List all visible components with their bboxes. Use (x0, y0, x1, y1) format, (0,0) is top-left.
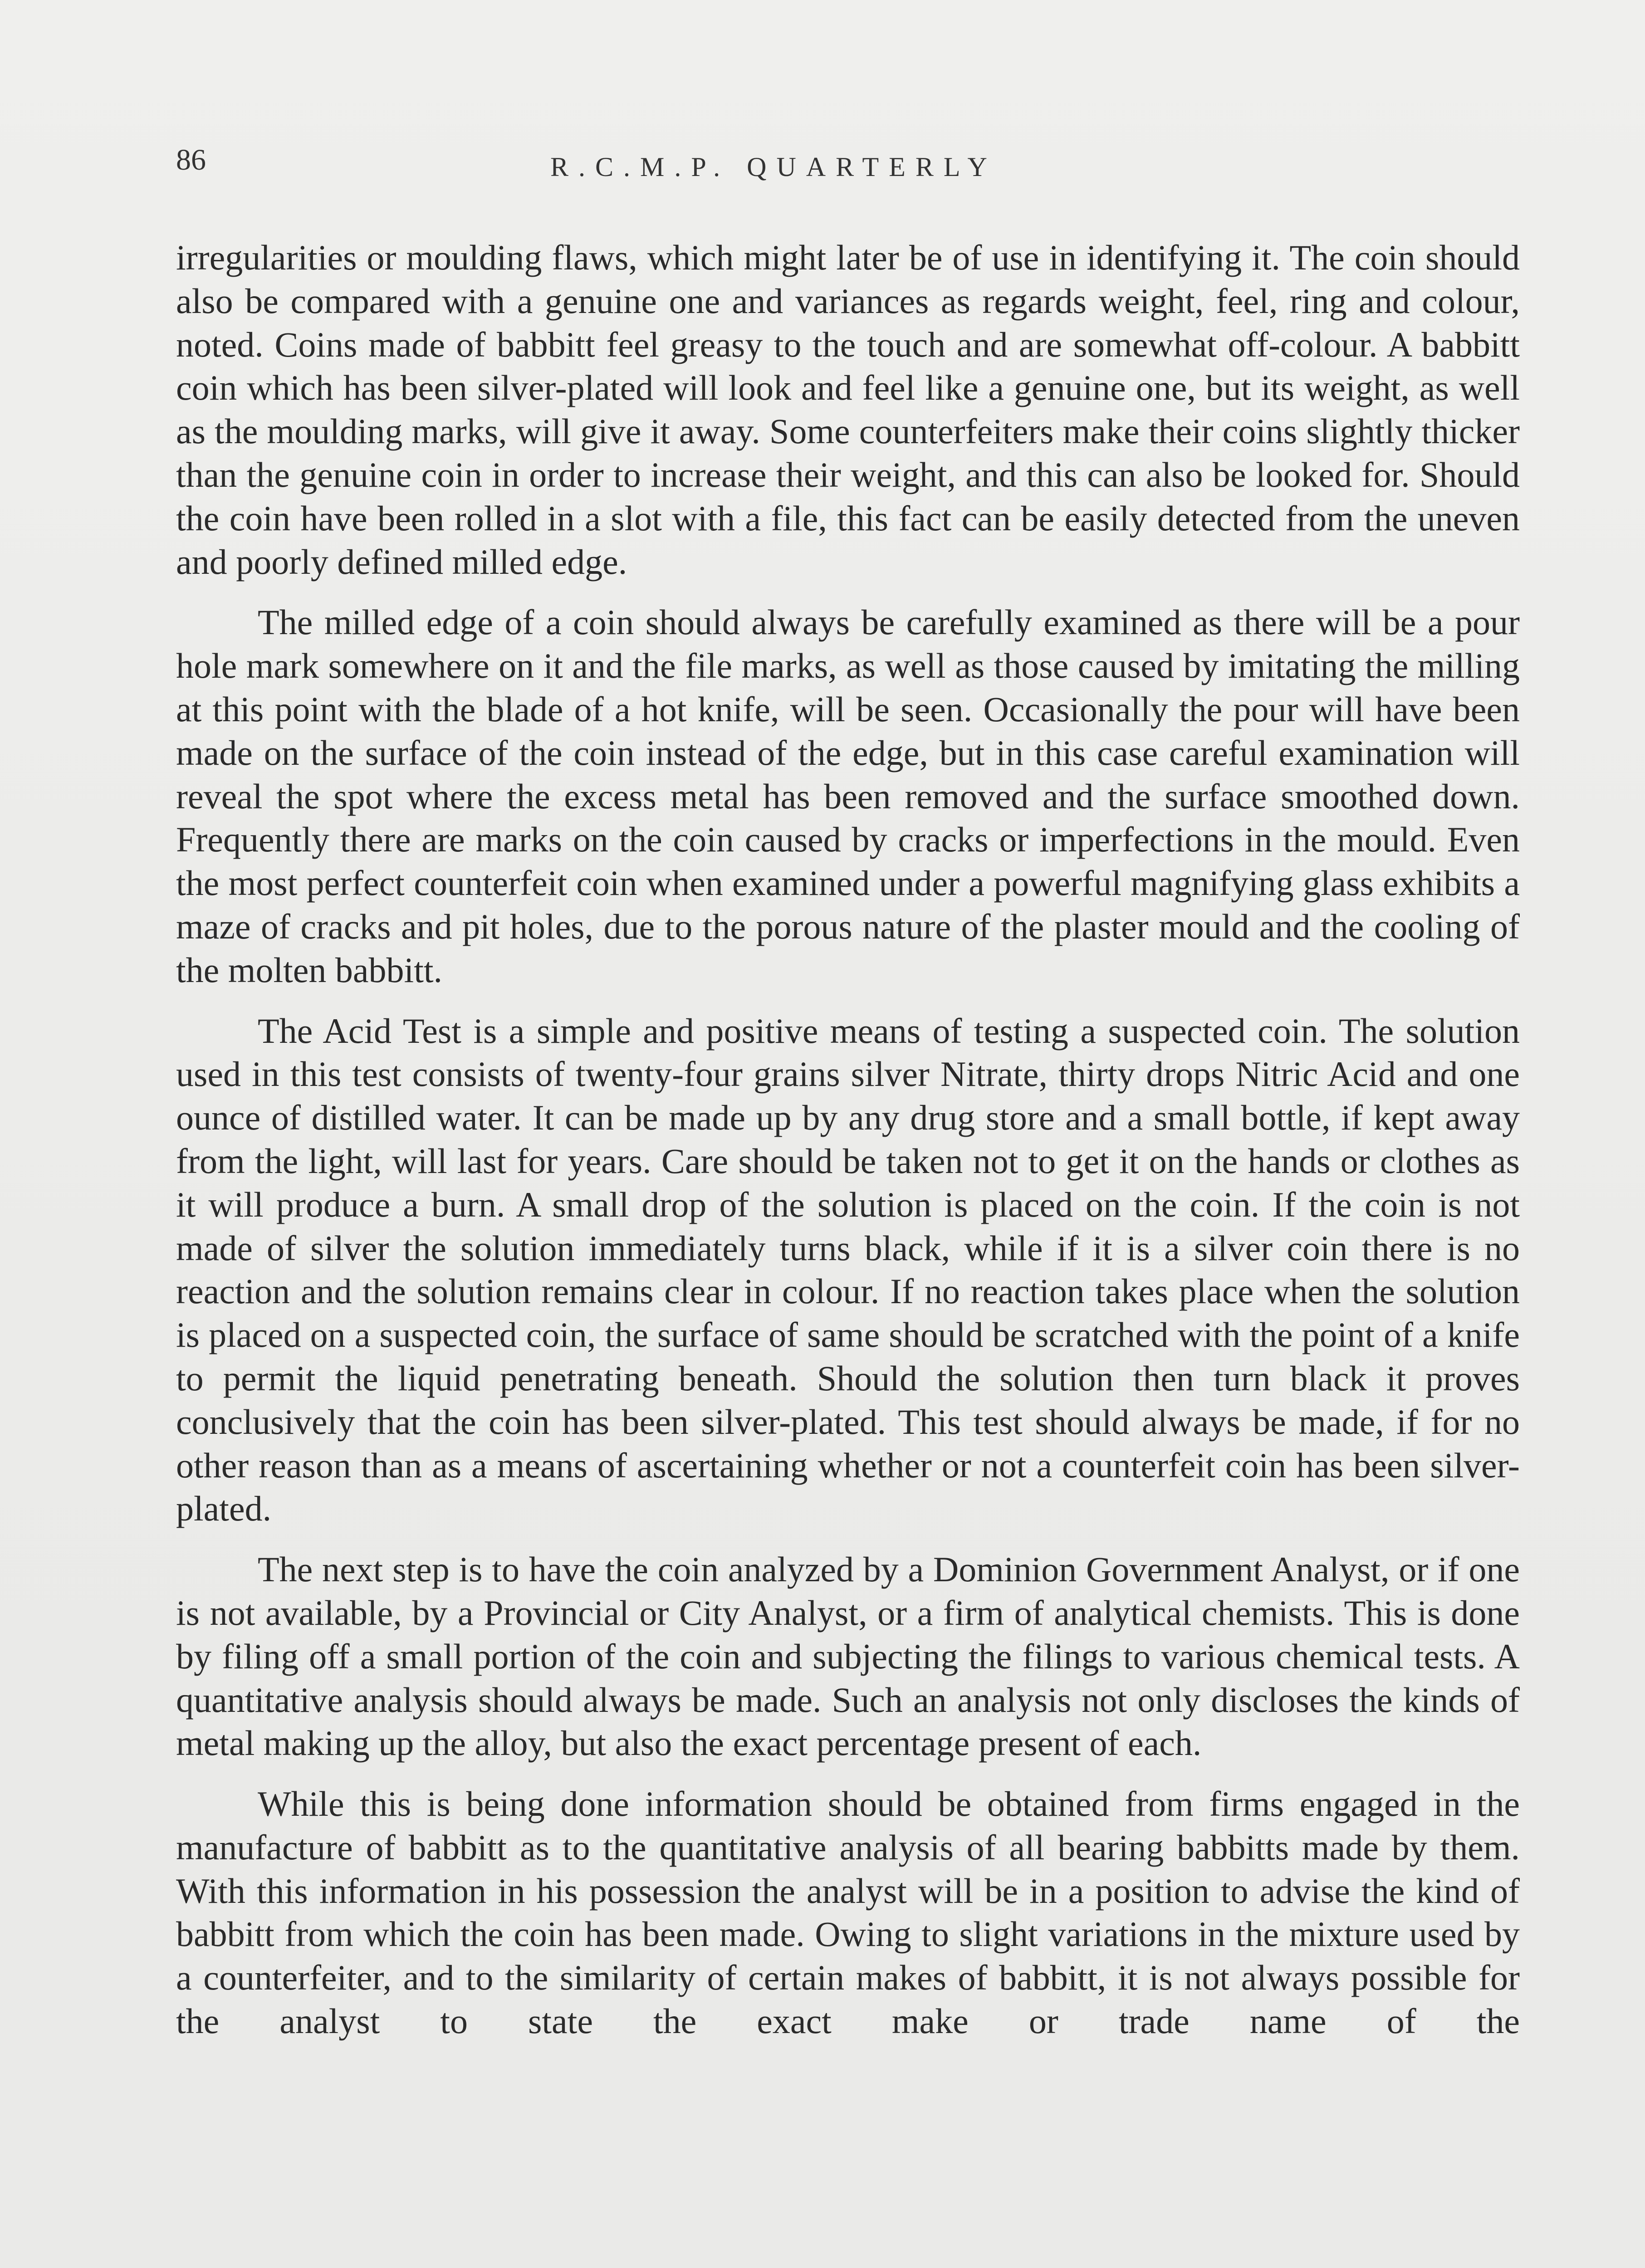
paragraph-analysis: The next step is to have the coin analyzed by a Dominion Government Analyst, or if one is not available, by a Provincial or City Analyst, or a firm of analytical chemists. This is done by filing off a small portion of the coin and subjecting the filings to various chemical tests. A quantitative analysis should always be made. Such an analysis not only discloses the kinds of metal making up the alloy, but also the exact percentage present of each. (176, 1549, 1520, 1763)
page-header (176, 145, 1514, 195)
body-text (176, 236, 1520, 2043)
paragraph-babbitt-firms: While this is being done information should be obtained from firms engaged in the manufacture of babbitt as to the quantitative analysis of all bearing babbitts made by them. With this information in his possession the analyst will be in a position to advise the kind of babbitt from which the coin has been made. Owing to slight variations in the mixture used by a counterfeiter, and to the similarity of certain makes of babbitt, it is not always possible for the analyst to state the exact make or trade name of the (176, 1784, 1520, 2041)
paragraph-continuation: irregularities or moulding flaws, which might later be of use in identifying it. The coin should also be compared with a genuine one and variances as regards weight, feel, ring and colour, noted. Coins made of babbitt feel greasy to the touch and are somewhat off-colour. A babbitt coin which has been silver-plated will look and feel like a genuine one, but its weight, as well as the moulding marks, will give it away. Some counterfeiters make their coins slightly thicker than the genuine coin in order to increase their weight, and this can also be looked for. Should the coin have been rolled in a slot with a file, this fact can be easily detected from the uneven and poorly defined milled edge. (176, 238, 1520, 582)
paragraph-milled-edge: The milled edge of a coin should always be carefully examined as there will be a pour hole mark somewhere on it and the file marks, as well as those caused by imitating the milling at this point with the blade of a hot knife, will be seen. Occasionally the pour will have been made on the surface of the coin instead of the edge, but in this case careful examination will reveal the spot where the excess metal has been removed and the surface smoothed down. Frequently there are marks on the coin caused by cracks or imperfections in the mould. Even the most perfect counterfeit coin when examined under a powerful magnifying glass exhibits a maze of cracks and pit holes, due to the porous nature of the plaster mould and the cooling of the molten babbitt. (176, 602, 1520, 990)
paragraph-acid-test: The Acid Test is a simple and positive means of testing a suspected coin. The solution used in this test consists of twenty-four grains silver Nitrate, thirty drops Nitric Acid and one ounce of distilled water. It can be made up by any drug store and a small bottle, if kept away from the light, will last for years. Care should be taken not to get it on the hands or clothes as it will produce a burn. A small drop of the solution is placed on the coin. If the coin is not made of silver the solution immediately turns black, while if it is a silver coin there is no reaction and the solution remains clear in colour. If no reaction takes place when the solution is placed on a suspected coin, the surface of same should be scratched with the point of a knife to permit the liquid penetrating beneath. Should the solution then turn black it proves conclusively that the coin has been silver-plated. This test should always be made, if for no other reason than as a means of ascertaining whether or not a counterfeit coin has been silver-plated. (176, 1011, 1520, 1529)
running-head: R.C.M.P. QUARTERLY (550, 152, 997, 182)
page-number: 86 (176, 143, 206, 176)
